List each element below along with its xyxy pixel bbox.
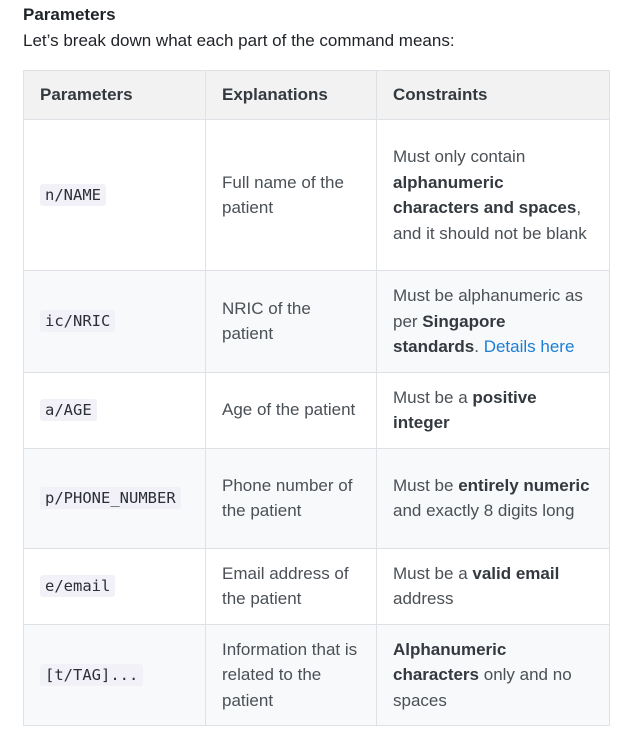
constraint-cell xyxy=(377,372,610,448)
constraint-text: Must be alphanumeric as per xyxy=(393,286,583,331)
header-explanations: Explanations xyxy=(206,71,377,120)
constraint-bold: Alphanumeric characters xyxy=(393,639,507,684)
constraint-bold: valid email xyxy=(472,563,560,583)
explanation-cell: Full name of the patient xyxy=(206,120,377,271)
table-row-tag xyxy=(24,624,610,726)
constraint-bold: entirely numeric xyxy=(458,475,590,495)
explanation-cell: Phone number of the patient xyxy=(206,448,377,548)
constraint-bold: Singapore standards xyxy=(393,311,506,356)
details-here-link[interactable]: Details here xyxy=(483,337,575,356)
constraint-cell xyxy=(377,271,610,373)
param-code: p/PHONE_NUMBER xyxy=(40,487,181,509)
param-cell xyxy=(24,120,206,271)
constraint-text: Must only contain xyxy=(393,147,526,166)
table-row-name xyxy=(24,120,610,271)
constraint-cell xyxy=(377,120,610,271)
constraint-bold: positive integer xyxy=(393,387,537,432)
table-row-nric xyxy=(24,271,610,373)
constraint-text: Must be a xyxy=(393,387,473,407)
explanation-cell: NRIC of the patient xyxy=(206,271,377,373)
header-constraints: Constraints xyxy=(377,71,610,120)
param-cell xyxy=(24,448,206,548)
explanation-cell: Age of the patient xyxy=(206,372,377,448)
table-header-row xyxy=(24,71,610,120)
param-cell xyxy=(24,548,206,624)
param-cell xyxy=(24,624,206,726)
constraint-cell xyxy=(377,548,610,624)
param-code: ic/NRIC xyxy=(40,310,115,332)
param-code: a/AGE xyxy=(40,399,97,421)
section-intro: Let’s break down what each part of the command means: xyxy=(23,31,455,50)
constraint-cell xyxy=(377,624,610,726)
table-row-email xyxy=(24,548,610,624)
explanation-cell: Information that is related to the patient xyxy=(206,624,377,726)
constraint-text: Must be a xyxy=(393,563,473,583)
header-parameters: Parameters xyxy=(24,71,206,120)
param-code: [t/TAG]... xyxy=(40,664,143,686)
param-code: n/NAME xyxy=(40,184,106,206)
table-row-phone xyxy=(24,448,610,548)
param-cell xyxy=(24,372,206,448)
constraint-text: . xyxy=(474,337,484,356)
explanation-cell: Email address of the patient xyxy=(206,548,377,624)
constraint-text: address xyxy=(393,589,454,608)
table-row-age xyxy=(24,372,610,448)
constraint-text: only and no spaces xyxy=(393,665,572,710)
constraint-bold: alphanumeric characters and spaces xyxy=(393,172,577,217)
constraint-text: , and it should not be blank xyxy=(393,198,587,243)
constraint-cell xyxy=(377,448,610,548)
param-code: e/email xyxy=(40,575,115,597)
param-cell xyxy=(24,271,206,373)
constraint-text: and exactly 8 digits long xyxy=(393,501,575,520)
section-title: Parameters xyxy=(23,5,116,24)
parameters-table xyxy=(23,70,610,726)
constraint-text: Must be xyxy=(393,475,459,495)
